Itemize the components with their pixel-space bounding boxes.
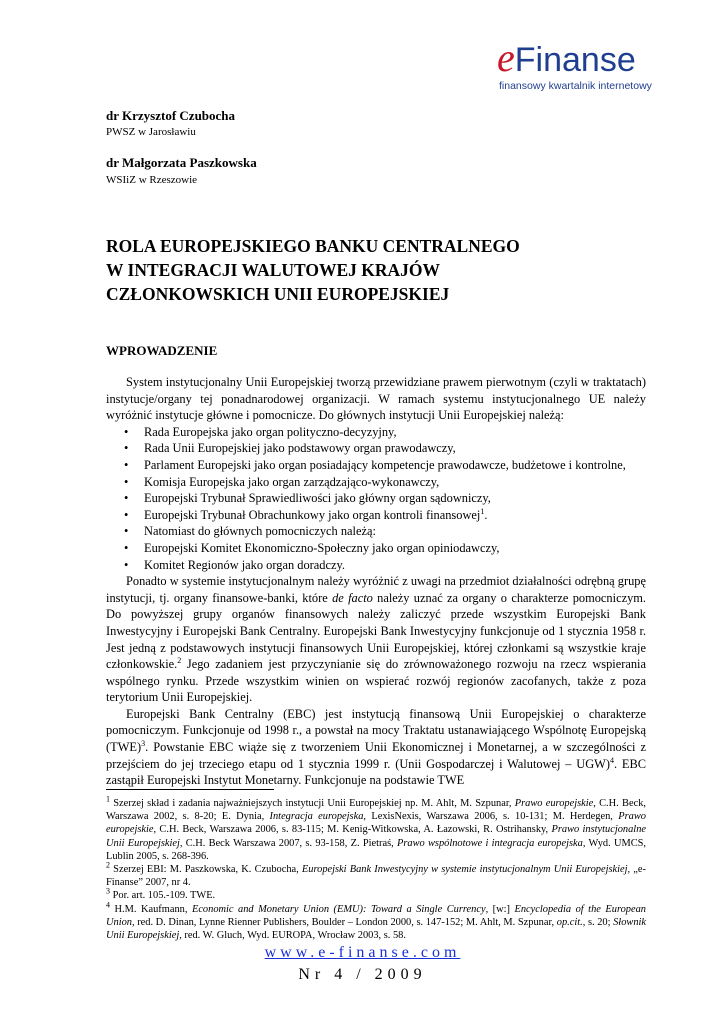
para2-emphasis: de facto (332, 590, 373, 605)
bullet-glyph: • (124, 507, 129, 522)
footnote-italic: Prawo europejskie (106, 811, 646, 836)
para3-text-c: . EBC zastąpił Europejski Instytut Monetarny. Funkcjonuje na podstawie TWE (106, 756, 646, 788)
footnote-text: , Wyd. UMCS, Lublin 2005, s. 268-396. (106, 837, 647, 862)
footnote-text: H.M. Kaufmann, (110, 903, 192, 915)
list-item (106, 540, 646, 557)
title-line-2: W INTEGRACJI WALUTOWEJ KRAJÓW (106, 260, 441, 280)
footnote-italic: Integracja europejska (269, 811, 364, 823)
footnote-italic: Prawo europejskie (514, 798, 594, 809)
footnote-text: Por. art. 105.-109. TWE. (110, 890, 216, 902)
institutions-list (106, 424, 646, 573)
logo-e-letter: e (497, 35, 515, 80)
footnote-italic: Economic and Monetary Union (EMU): Toward a Single Currency (191, 903, 486, 915)
footnote-italic: Prawo wspólnotowe i integracja europejska (396, 837, 583, 849)
list-item-text: Parlament Europejski jako organ posiadający kompetencje prawodawcze, budżetowe i kontrolne, (144, 457, 626, 472)
author-2-name: dr Małgorzata Paszkowska (106, 155, 257, 170)
paragraph-1: System instytucjonalny Unii Europejskiej tworzą przewidziane prawem pierwotnym (czyli w traktatach) instytucje/organy tej ponadnarodowej organizacji. W ramach systemu instytucjonalnego UE należy wyróżnić instytucje główne i pomocnicze. Do głównych instytucji Unii Europejskiej należą: (106, 375, 646, 423)
list-item-text: Europejski Komitet Ekonomiczno-Społeczny jako organ opiniodawczy, (144, 540, 500, 555)
list-item (106, 457, 646, 474)
footnote-ref-4[interactable]: 4 (610, 755, 614, 765)
logo-word: Finanse (514, 41, 636, 79)
footnote-text: „e-Finanse” 2007, nr 4. (106, 864, 646, 889)
list-item-text: Natomiast do głównych pomocniczych należą: (144, 524, 376, 539)
footnote-text: , C.H. Beck, Warszawa 2002, s. 8-20; E. Dynia, (106, 798, 646, 823)
footnote-ref-2[interactable]: 2 (177, 655, 182, 665)
list-item-text: Komitet Regionów jako organ doradczy. (144, 557, 345, 572)
bullet-glyph: • (124, 424, 129, 439)
paragraph-3 (106, 706, 646, 789)
list-item-text: Rada Europejska jako organ polityczno-decyzyjny, (144, 424, 397, 439)
para2-text-b: należy uznać za organy o charakterze pomocniczym. Do powyższej grupy organów finansowych należy zaliczyć przede wszystkim Europejski Bank Inwestycyjny i Europejski Bank Centralny. Europejski Bank Inwestycyjny funkcjonuje od 1 stycznia 1958 r. Jest jedną z podstawowych instytucji finansowych Unii Europejskiej, której członkami są wszystkie kraje członkowskie. (106, 590, 646, 672)
footnote-number: 1 (106, 794, 110, 804)
bullet-glyph: • (124, 557, 129, 572)
paragraph-2 (106, 573, 646, 706)
para3-text-b: . Powstanie EBC wiąże się z tworzeniem Unii Ekonomicznej i Monetarnej, a w szczególności z przejściem do jej trzeciego etapu od 1 stycznia 1999 r. (Unii Gospodarczej i Walutowej – UGW) (106, 740, 646, 771)
footnote-italic: op.cit. (556, 916, 583, 928)
footnote-separator (106, 789, 274, 790)
logo-tagline: finansowy kwartalnik internetowy (499, 80, 652, 92)
list-item-text: Komisja Europejska jako organ zarządzająco-wykonawczy, (144, 474, 440, 489)
footnote-number: 4 (106, 900, 110, 910)
footnote-italic: Prawo instytucjonalne Unii Europejskiej (106, 824, 647, 849)
footnotes (106, 794, 647, 942)
list-item (106, 440, 646, 457)
title-line-3: CZŁONKOWSKICH UNII EUROPEJSKIEJ (106, 284, 450, 304)
logo-wordmark (497, 35, 636, 80)
footnote-ref-1[interactable]: 1 (480, 506, 485, 516)
author-1-affiliation: PWSZ w Jarosławiu (106, 126, 196, 138)
author-1-name: dr Krzysztof Czubocha (106, 108, 236, 123)
section-heading: WPROWADZENIE (106, 343, 218, 358)
footer-issue-number: Nr 4 / 2009 (298, 966, 427, 983)
bullet-glyph: • (124, 491, 129, 506)
author-2-affiliation: WSIiZ w Rzeszowie (106, 174, 198, 186)
footnote-text: , C.H. Beck, Warszawa 2006, s. 83-115; M. Kenig-Witkowska, A. Łazowski, R. Ostrihansky, (153, 824, 552, 836)
bullet-glyph: • (124, 457, 129, 472)
footnote-ref-3[interactable]: 3 (141, 738, 146, 748)
footnote-number: 3 (106, 886, 110, 896)
list-item (106, 424, 646, 441)
bullet-glyph: • (124, 441, 129, 456)
list-item-text: Europejski Trybunał Obrachunkowy jako organ kontroli finansowej (144, 507, 481, 522)
para2-text-a: Ponadto w systemie instytucjonalnym należy wyróżnić z uwagi na przedmiot działalności odrębną grupę instytucji, tj. organy finansowe-banki, które (106, 574, 646, 605)
list-item (106, 507, 646, 524)
list-item (106, 523, 646, 540)
list-item-text: Rada Unii Europejskiej jako podstawowy organ prawodawczy, (144, 441, 456, 456)
footnote-text: , red. D. Dinan, Lynne Rienner Publishers, Boulder – London 2000, s. 147-152; M. Ahlt, M. Szpunar, (131, 916, 557, 928)
list-item-end: . (484, 507, 488, 522)
footnote-1 (106, 794, 647, 863)
footnote-4 (106, 900, 647, 943)
bullet-glyph: • (124, 474, 129, 489)
body-text (106, 374, 646, 789)
footnote-italic: Słownik Unii Europejskiej (106, 916, 647, 942)
bullet-glyph: • (124, 524, 129, 539)
paper-title (106, 234, 626, 306)
efinanse-logo (497, 35, 697, 100)
footer-website-link[interactable]: www.e-finanse.com (264, 944, 461, 961)
footnote-text: , LexisNexis, Warszawa 2006, s. 10-131; M. Herdegen, (363, 811, 619, 823)
list-item (106, 557, 646, 574)
footnote-text: Szerzej skład i zadania najważniejszych instytucji Unii Europejskiej np. M. Ahlt, M. Szpunar, (110, 798, 515, 809)
footnote-text: , C.H. Beck Warszawa 2007, s. 93-158, Z. Pietraś, (179, 837, 397, 849)
footnote-italic: Encyclopedia of the European Union (106, 903, 646, 928)
list-item (106, 490, 646, 507)
footnote-text: , s. 20; (582, 916, 614, 928)
bullet-glyph: • (124, 540, 129, 555)
para2-text-c: Jego zadaniem jest przyczynianie się do zrównoważonego rozwoju na rzecz wspierania wspólnego rynku. Przede wszystkim winien on wspierać rozwój regionów zacofanych, także z poza terytorium Unii Europejskiej. (106, 657, 646, 705)
footnote-text: Szerzej EBI: M. Paszkowska, K. Czubocha, (110, 864, 302, 876)
list-item-text: Europejski Trybunał Sprawiedliwości jako główny organ sądowniczy, (144, 491, 491, 506)
footnote-italic: Europejski Bank Inwestycyjny w systemie instytucjonalnym Unii Europejskiej, (301, 864, 631, 876)
footnote-text: , red. W. Gluch, Wyd. EUROPA, Wrocław 2003, s. 58. (179, 930, 406, 942)
list-item (106, 474, 646, 491)
footnote-text: , [w:] (485, 903, 515, 915)
footnote-2 (106, 860, 646, 889)
footnote-3 (106, 886, 646, 902)
footnote-number: 2 (106, 860, 110, 870)
title-line-1: ROLA EUROPEJSKIEGO BANKU CENTRALNEGO (106, 236, 520, 256)
para3-text-a: Europejski Bank Centralny (EBC) jest instytucją finansową Unii Europejskiej o charakterze pomocniczym. Funkcjonuje od 1998 r., a powstał na mocy Traktatu ustanawiającego Wspólnotę Europejską (TWE) (106, 706, 646, 755)
